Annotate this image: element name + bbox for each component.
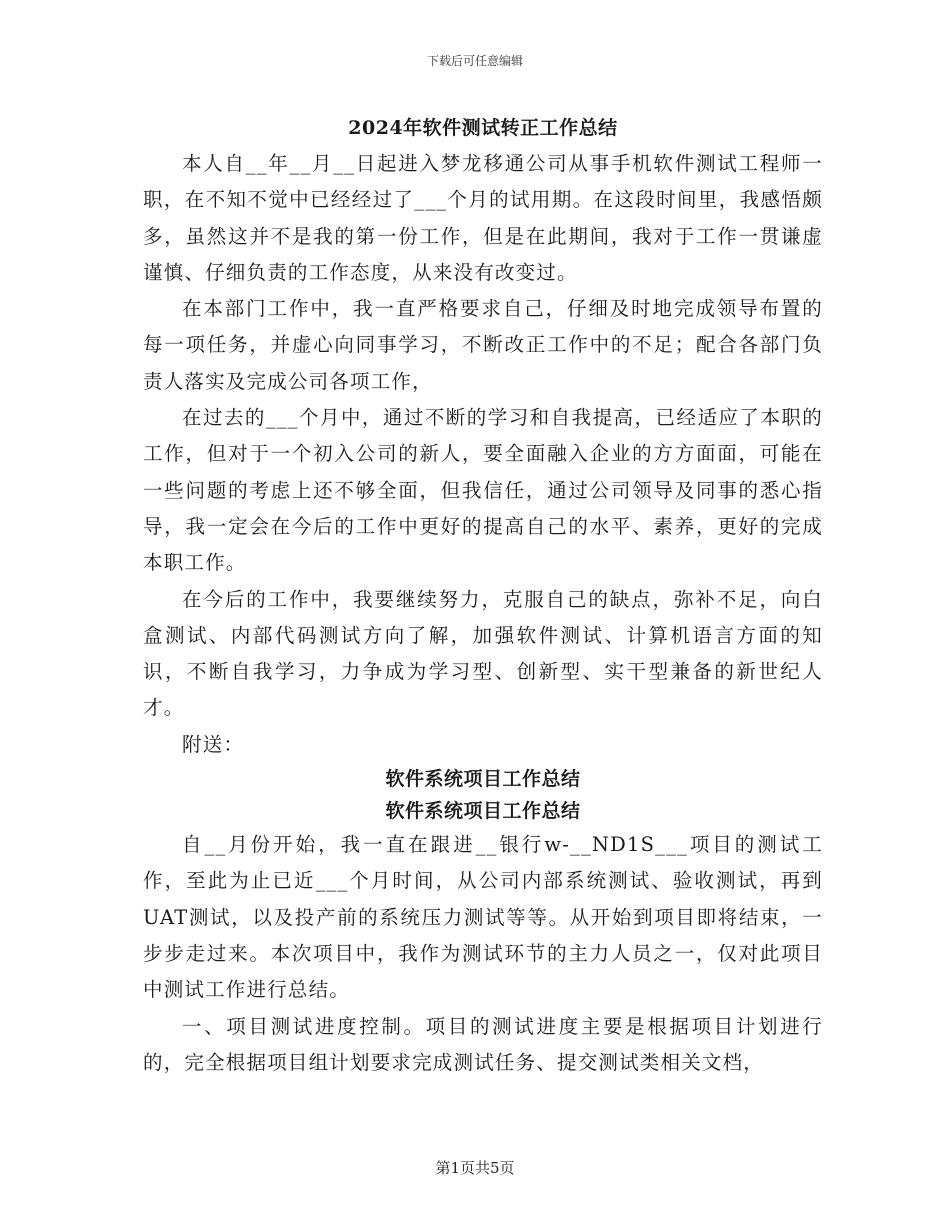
header-note: 下载后可任意编辑 bbox=[426, 54, 523, 68]
paragraph: 在本部门工作中，我一直严格要求自己，仔细及时地完成领导布置的每一项任务，并虚心向同事学习，不断改正工作中的不足；配合各部门负责人落实及完成公司各项工作， bbox=[143, 297, 823, 393]
page-number: 第1页共5页 bbox=[435, 1159, 515, 1177]
appendix-title: 软件系统项目工作总结 bbox=[385, 768, 581, 791]
paragraph: 本人自__年__月__日起进入梦龙移通公司从事手机软件测试工程师一职，在不知不觉中已经经过了___个月的试用期。在这段时间里，我感悟颇多，虽然这并不是我的第一份工作，但是在此期间，我对于工作一贯谦虚谨慎、仔细负责的工作态度，从来没有改变过。 bbox=[143, 152, 823, 284]
paragraph: 一、项目测试进度控制。项目的测试进度主要是根据项目计划进行的，完全根据项目组计划要求完成测试任务、提交测试类相关文档， bbox=[143, 1014, 823, 1074]
document-title: 2024年软件测试转正工作总结 bbox=[348, 117, 618, 139]
paragraph: 在今后的工作中，我要继续努力，克服自己的缺点，弥补不足，向白盒测试、内部代码测试方向了解，加强软件测试、计算机语言方面的知识，不断自我学习，力争成为学习型、创新型、实干型兼备的新世纪人才。 bbox=[143, 587, 823, 720]
appendix-subtitle: 软件系统项目工作总结 bbox=[385, 800, 581, 823]
paragraph: 在过去的___个月中，通过不断的学习和自我提高，已经适应了本职的工作，但对于一个初入公司的新人，要全面融入企业的方方面面，可能在一些问题的考虑上还不够全面，但我信任，通过公司领导及同事的悉心指导，我一定会在今后的工作中更好的提高自己的水平、素养，更好的完成本职工作。 bbox=[143, 406, 823, 575]
appendix-label: 附送： bbox=[182, 732, 245, 756]
document-body bbox=[143, 112, 823, 1081]
paragraph: 自__月份开始，我一直在跟进__银行w-__ND1S___项目的测试工作，至此为止已近___个月时间，从公司内部系统测试、验收测试，再到UAT测试，以及投产前的系统压力测试等等。从开始到项目即将结束，一步步走过来。本次项目中，我作为测试环节的主力人员之一，仅对此项目中测试工作进行总结。 bbox=[143, 833, 823, 1002]
